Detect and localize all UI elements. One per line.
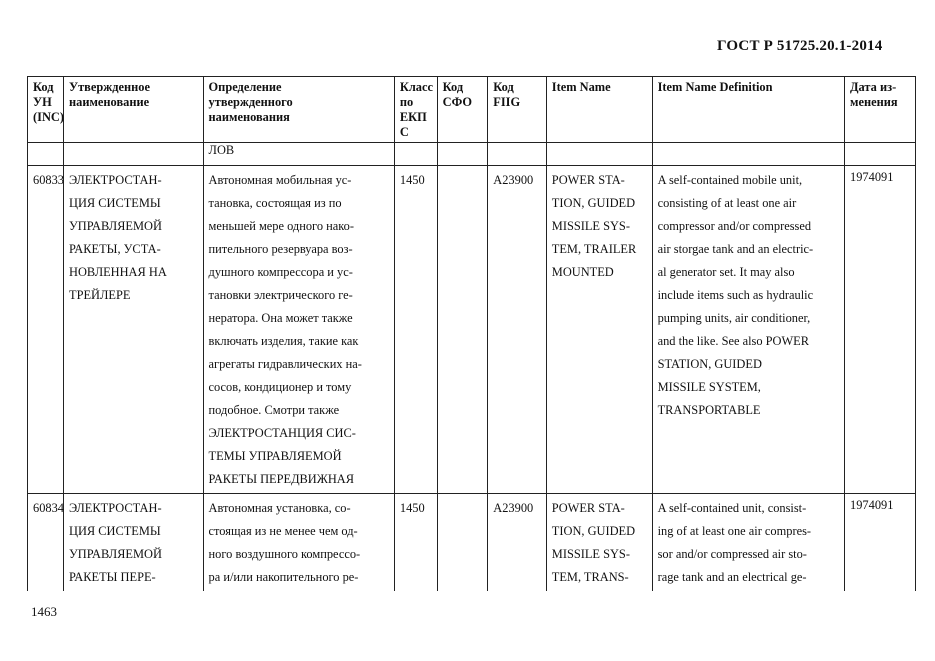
text-line: sor and/or compressed air sto- (657, 547, 807, 561)
text-line: НОВЛЕННАЯ НА (69, 265, 167, 279)
continuation-definition: ЛОВ (203, 143, 394, 166)
continuation-row (28, 143, 916, 166)
header-fiig (488, 77, 547, 143)
header-line: Код (493, 80, 514, 94)
text-line: and the like. See also POWER (657, 334, 809, 348)
text-line: A self-contained mobile unit, (657, 173, 803, 187)
header-definition-en (652, 77, 844, 143)
text-line: STATION, GUIDED (657, 357, 762, 371)
definition-en-cell (652, 494, 844, 592)
header-sfo (437, 77, 488, 143)
header-row (28, 77, 916, 143)
text-line: сосов, кондиционер и тому (208, 380, 352, 394)
text-line: POWER STA- (551, 173, 625, 187)
header-line: FIIG (493, 95, 521, 109)
cell (652, 143, 844, 166)
cell (394, 143, 437, 166)
header-line: УН (33, 95, 52, 109)
text-line: compressor and/or compressed (657, 219, 812, 233)
definition-ru-cell (203, 494, 394, 592)
cell (546, 143, 652, 166)
text-line: ТЕМЫ УПРАВЛЯЕМОЙ (208, 449, 342, 463)
change-date-cell: 1974091 (845, 494, 916, 592)
header-line: Item Name Definition (657, 80, 773, 94)
header-line: ЕКП (399, 110, 427, 124)
text-line: меньшей мере одного нако- (208, 219, 354, 233)
text-line: Автономная установка, со- (208, 501, 351, 515)
text-line: ТРЕЙЛЕРЕ (69, 288, 131, 302)
code-cell: 60834 (28, 494, 64, 592)
header-line: С (399, 125, 409, 139)
header-code-inc (28, 77, 64, 143)
text-line: rage tank and an electrical ge- (657, 570, 807, 584)
header-line: (INC) (33, 110, 64, 124)
fiig-cell: A23900 (488, 166, 547, 494)
fiig-cell: A23900 (488, 494, 547, 592)
item-name-cell (546, 166, 652, 494)
text-line: MOUNTED (551, 265, 614, 279)
header-line: утвержденного (208, 95, 293, 109)
text-line: TION, GUIDED (551, 524, 636, 538)
document-code: ГОСТ Р 51725.20.1-2014 (717, 38, 883, 54)
text-line: MISSILE SYSTEM, (657, 380, 761, 394)
text-line: пительного резервуара воз- (208, 242, 353, 256)
definition-ru-cell (203, 166, 394, 494)
text-line: ра и/или накопительного ре- (208, 570, 359, 584)
text-line: подобное. Смотри также (208, 403, 340, 417)
header-line: Дата из- (850, 80, 897, 94)
text-line: POWER STA- (551, 501, 625, 515)
class-cell: 1450 (394, 166, 437, 494)
text-line: тановки электрического ге- (208, 288, 353, 302)
text-line: A self-contained unit, consist- (657, 501, 807, 515)
text-line: MISSILE SYS- (551, 219, 630, 233)
item-name-cell (546, 494, 652, 592)
text-line: air storgae tank and an electric- (657, 242, 814, 256)
text-line: нератора. Она может также (208, 311, 353, 325)
sfo-cell (437, 166, 488, 494)
text-line: ing of at least one air compres- (657, 524, 812, 538)
header-line: менения (850, 95, 898, 109)
header-line: Утвержденное (69, 80, 150, 94)
code-cell: 60833 (28, 166, 64, 494)
cell (488, 143, 547, 166)
header-line: Определение (208, 80, 282, 94)
specification-table (27, 76, 916, 591)
header-line: наименование (69, 95, 150, 109)
text-line: УПРАВЛЯЕМОЙ (69, 547, 162, 561)
table-row (28, 166, 916, 494)
cell (64, 143, 204, 166)
text-line: РАКЕТЫ ПЕРЕ- (69, 570, 156, 584)
approved-name-cell (64, 166, 204, 494)
header-approved-name (64, 77, 204, 143)
text-line: TEM, TRANS- (551, 570, 629, 584)
text-line: TION, GUIDED (551, 196, 636, 210)
header-change-date (845, 77, 916, 143)
text-line: ЭЛЕКТРОСТАН- (69, 173, 162, 187)
definition-en-cell (652, 166, 844, 494)
text-line: агрегаты гидравлических на- (208, 357, 362, 371)
text-line: РАКЕТЫ ПЕРЕДВИЖНАЯ (208, 472, 355, 486)
approved-name-cell (64, 494, 204, 592)
sfo-cell (437, 494, 488, 592)
text-line: TEM, TRAILER (551, 242, 637, 256)
header-definition-ru (203, 77, 394, 143)
text-line: ЭЛЕКТРОСТАН- (69, 501, 162, 515)
header-class (394, 77, 437, 143)
text-line: ЭЛЕКТРОСТАНЦИЯ СИС- (208, 426, 356, 440)
header-line: Класс (399, 80, 434, 94)
header-line: по (399, 95, 414, 109)
change-date-cell: 1974091 (845, 166, 916, 494)
text-line: Автономная мобильная ус- (208, 173, 352, 187)
class-cell: 1450 (394, 494, 437, 592)
text-line: включать изделия, такие как (208, 334, 359, 348)
text-line: тановка, состоящая из по (208, 196, 342, 210)
text-line: al generator set. It may also (657, 265, 795, 279)
cell (437, 143, 488, 166)
header-line: Код (442, 80, 464, 94)
text-line: стоящая из не менее чем од- (208, 524, 358, 538)
page-number: 1463 (31, 604, 57, 619)
text-line: УПРАВЛЯЕМОЙ (69, 219, 162, 233)
text-line: душного компрессора и ус- (208, 265, 353, 279)
header-item-name (546, 77, 652, 143)
text-line: ЦИЯ СИСТЕМЫ (69, 524, 161, 538)
text-line: ного воздушного компрессо- (208, 547, 361, 561)
header-line: СФО (442, 95, 473, 109)
text-line: РАКЕТЫ, УСТА- (69, 242, 161, 256)
header-line: Код (33, 80, 54, 94)
table-row (28, 494, 916, 592)
cell (28, 143, 64, 166)
header-line: наименования (208, 110, 290, 124)
text-line: ЦИЯ СИСТЕМЫ (69, 196, 161, 210)
text-line: consisting of at least one air (657, 196, 797, 210)
cell (845, 143, 916, 166)
text-line: TRANSPORTABLE (657, 403, 761, 417)
text-line: pumping units, air conditioner, (657, 311, 811, 325)
header-line: Item Name (551, 80, 611, 94)
text-line: MISSILE SYS- (551, 547, 630, 561)
text-line: include items such as hydraulic (657, 288, 814, 302)
